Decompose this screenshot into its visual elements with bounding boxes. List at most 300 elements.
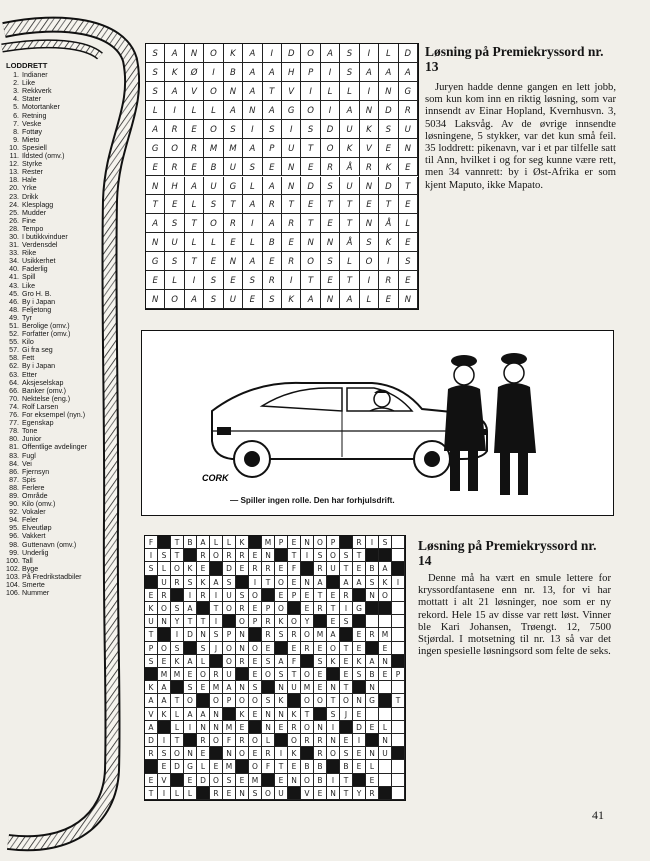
clue-text: Fjernsyn bbox=[22, 467, 50, 476]
clue-text: Tyr bbox=[22, 313, 32, 322]
grid-cell bbox=[399, 233, 418, 252]
grid-cell: O bbox=[275, 602, 288, 615]
grid-letter: I bbox=[192, 276, 196, 287]
grid-cell: E bbox=[353, 642, 366, 655]
grid-letter: A bbox=[230, 105, 236, 116]
grid-letter: N bbox=[326, 238, 334, 249]
grid-cell: M bbox=[249, 774, 262, 787]
grid-letter: E bbox=[230, 276, 236, 287]
grid-black-cell bbox=[145, 576, 158, 589]
grid-black-cell bbox=[249, 721, 262, 734]
grid-cell: E bbox=[249, 708, 262, 721]
clue-down-item bbox=[6, 589, 118, 597]
grid-letter: R bbox=[268, 200, 275, 211]
grid-cell: N bbox=[353, 694, 366, 707]
clue-down-item bbox=[6, 403, 118, 411]
grid-black-cell bbox=[184, 642, 197, 655]
grid-letter: I bbox=[387, 257, 390, 268]
grid-cell: B bbox=[366, 668, 379, 681]
grid-letter: T bbox=[385, 200, 391, 211]
grid-letter: G bbox=[229, 181, 237, 192]
grid-letter: L bbox=[249, 181, 255, 192]
grid-letter: L bbox=[385, 49, 391, 59]
grid-cell: E bbox=[353, 760, 366, 773]
grid-cell: E bbox=[275, 562, 288, 575]
grid-letter: S bbox=[346, 67, 353, 78]
clue-down-item bbox=[6, 371, 118, 379]
clue-number: 33. bbox=[9, 249, 19, 258]
clue-text: Faderlig bbox=[22, 265, 48, 274]
grid-cell bbox=[282, 290, 301, 309]
grid-letter: A bbox=[268, 105, 275, 116]
grid-cell bbox=[146, 195, 165, 214]
grid-cell bbox=[392, 589, 405, 602]
clue-number: 20. bbox=[9, 184, 19, 193]
grid-cell: U bbox=[288, 681, 301, 694]
grid-cell: I bbox=[275, 747, 288, 760]
clue-text: Fugl bbox=[22, 451, 36, 460]
clue-down-item bbox=[6, 314, 118, 322]
grid-cell bbox=[282, 63, 301, 82]
grid-cell: S bbox=[314, 655, 327, 668]
grid-black-cell bbox=[158, 628, 171, 641]
grid-cell bbox=[392, 681, 405, 694]
grid-cell: E bbox=[366, 774, 379, 787]
grid-letter: T bbox=[346, 200, 353, 211]
grid-cell: S bbox=[249, 681, 262, 694]
grid-cell: N bbox=[275, 708, 288, 721]
grid-cell: E bbox=[223, 787, 236, 800]
grid-cell bbox=[392, 615, 405, 628]
grid-cell: D bbox=[197, 774, 210, 787]
grid-cell bbox=[282, 195, 301, 214]
grid-cell: I bbox=[392, 576, 405, 589]
grid-cell: T bbox=[275, 760, 288, 773]
clue-text: Berolige (omv.) bbox=[22, 322, 70, 330]
grid-cell: T bbox=[145, 628, 158, 641]
grid-letter: T bbox=[308, 143, 314, 154]
grid-black-cell bbox=[197, 694, 210, 707]
grid-cell: E bbox=[327, 615, 340, 628]
grid-letter: N bbox=[404, 295, 411, 306]
grid-letter: I bbox=[270, 49, 274, 59]
grid-letter: K bbox=[385, 162, 392, 173]
grid-cell: A bbox=[184, 602, 197, 615]
grid-cell bbox=[146, 214, 165, 233]
grid-cell bbox=[399, 214, 418, 233]
grid-letter: A bbox=[327, 49, 333, 59]
grid-cell: B bbox=[340, 760, 353, 773]
clue-text: På Fredrikstadbiler bbox=[22, 572, 82, 581]
grid-black-cell bbox=[392, 747, 405, 760]
clue-down-item bbox=[6, 476, 118, 484]
grid-letter: S bbox=[249, 162, 256, 173]
grid-letter: S bbox=[171, 219, 178, 230]
grid-letter: I bbox=[251, 124, 254, 135]
grid-cell: R bbox=[210, 787, 223, 800]
grid-cell: S bbox=[210, 628, 223, 641]
grid-letter: S bbox=[210, 295, 217, 306]
grid-cell: O bbox=[210, 774, 223, 787]
grid-cell: T bbox=[301, 708, 314, 721]
grid-cell bbox=[243, 214, 262, 233]
clue-number: 86. bbox=[9, 467, 19, 476]
grid-letter: O bbox=[171, 295, 178, 306]
clues-down-list bbox=[6, 62, 118, 597]
grid-black-cell bbox=[158, 721, 171, 734]
grid-cell bbox=[146, 44, 165, 63]
clue-text: Stater bbox=[22, 95, 41, 104]
grid-cell: P bbox=[223, 694, 236, 707]
grid-cell bbox=[224, 290, 243, 309]
grid-cell: S bbox=[171, 642, 184, 655]
grid-cell bbox=[379, 139, 398, 158]
grid-cell: R bbox=[301, 642, 314, 655]
grid-letter: E bbox=[288, 238, 294, 249]
grid-cell: E bbox=[314, 642, 327, 655]
clue-text: Spesiell bbox=[22, 143, 47, 152]
grid-cell: E bbox=[236, 562, 249, 575]
grid-cell: S bbox=[184, 576, 197, 589]
grid-letter: T bbox=[346, 276, 353, 287]
grid-letter: A bbox=[152, 124, 159, 135]
grid-letter: D bbox=[385, 105, 392, 116]
grid-letter: I bbox=[289, 124, 293, 135]
cartoon-panel bbox=[141, 330, 614, 516]
grid-cell: O bbox=[158, 602, 171, 615]
grid-letter: D bbox=[307, 181, 314, 192]
grid-cell: R bbox=[197, 734, 210, 747]
grid-cell bbox=[379, 615, 392, 628]
clue-number: 94. bbox=[9, 516, 19, 525]
clue-number: 63. bbox=[9, 370, 19, 379]
grid-cell: O bbox=[249, 694, 262, 707]
grid-letter: R bbox=[404, 105, 411, 116]
clue-number: 74. bbox=[9, 402, 19, 411]
grid-letter: I bbox=[328, 105, 332, 116]
grid-cell: N bbox=[262, 721, 275, 734]
clue-down-item bbox=[6, 128, 118, 136]
grid-cell: N bbox=[236, 787, 249, 800]
grid-cell bbox=[399, 290, 418, 309]
grid-cell: A bbox=[158, 681, 171, 694]
clue-number: 102. bbox=[6, 564, 20, 573]
grid-cell: R bbox=[210, 668, 223, 681]
grid-cell: L bbox=[171, 787, 184, 800]
clue-number: 64. bbox=[9, 378, 19, 387]
clue-text: Fine bbox=[22, 216, 36, 225]
grid-cell bbox=[392, 787, 405, 800]
grid-cell: O bbox=[301, 694, 314, 707]
grid-letter: R bbox=[288, 257, 295, 268]
grid-letter: U bbox=[346, 124, 353, 135]
grid-cell bbox=[224, 233, 243, 252]
grid-cell: R bbox=[223, 549, 236, 562]
clue-down-item bbox=[6, 233, 118, 241]
grid-letter: A bbox=[268, 219, 275, 230]
clue-text: Fottøy bbox=[22, 127, 43, 136]
grid-black-cell bbox=[210, 747, 223, 760]
grid-cell bbox=[360, 101, 379, 120]
grid-cell: O bbox=[275, 576, 288, 589]
grid-letter: H bbox=[288, 67, 295, 78]
grid-letter: O bbox=[307, 49, 314, 59]
grid-letter: U bbox=[171, 238, 178, 249]
clue-down-item bbox=[6, 581, 118, 589]
grid-letter: E bbox=[249, 295, 256, 306]
grid-cell bbox=[392, 628, 405, 641]
clue-text: Tall bbox=[22, 556, 33, 565]
grid-letter: R bbox=[365, 162, 372, 173]
grid-cell: E bbox=[340, 734, 353, 747]
grid-cell bbox=[360, 290, 379, 309]
clue-number: 7. bbox=[13, 119, 19, 128]
clue-number: 80. bbox=[9, 435, 19, 444]
grid-letter: G bbox=[404, 86, 412, 97]
grid-black-cell bbox=[340, 628, 353, 641]
grid-cell bbox=[204, 82, 223, 101]
grid-cell bbox=[399, 177, 418, 196]
grid-cell: N bbox=[379, 655, 392, 668]
grid-cell bbox=[185, 82, 204, 101]
grid-cell: T bbox=[353, 549, 366, 562]
grid-cell: N bbox=[236, 681, 249, 694]
grid-letter: E bbox=[385, 295, 392, 306]
grid-cell: I bbox=[145, 549, 158, 562]
grid-black-cell bbox=[366, 602, 379, 615]
grid-letter: A bbox=[346, 105, 353, 116]
clue-text: Byge bbox=[22, 564, 39, 573]
grid-cell: L bbox=[184, 787, 197, 800]
grid-cell bbox=[165, 120, 184, 139]
grid-cell bbox=[282, 101, 301, 120]
clue-down-item bbox=[6, 379, 118, 387]
grid-cell: A bbox=[353, 576, 366, 589]
clue-text: Drikk bbox=[22, 192, 39, 201]
grid-cell bbox=[185, 290, 204, 309]
grid-cell: A bbox=[210, 576, 223, 589]
grid-cell: O bbox=[223, 602, 236, 615]
grid-letter: T bbox=[308, 219, 314, 230]
grid-black-cell bbox=[184, 549, 197, 562]
clue-text: Kilo bbox=[22, 338, 34, 347]
grid-cell bbox=[243, 101, 262, 120]
grid-cell bbox=[243, 139, 262, 158]
clue-number: 104. bbox=[6, 581, 20, 589]
grid-cell bbox=[224, 63, 243, 82]
grid-cell: U bbox=[223, 668, 236, 681]
grid-letter: L bbox=[191, 105, 197, 116]
clue-down-item bbox=[6, 168, 118, 176]
grid-cell bbox=[282, 252, 301, 271]
grid-cell: R bbox=[366, 787, 379, 800]
grid-letter: N bbox=[152, 238, 159, 249]
page-number: 41 bbox=[592, 808, 604, 822]
grid-cell bbox=[185, 44, 204, 63]
clue-text: Kilo (omv.) bbox=[22, 500, 56, 509]
clue-text: Område bbox=[22, 491, 48, 500]
clue-number: 95. bbox=[9, 524, 19, 533]
grid-letter: Å bbox=[346, 238, 353, 249]
clue-down-item bbox=[6, 95, 118, 103]
grid-cell bbox=[282, 233, 301, 252]
grid-cell bbox=[263, 195, 282, 214]
grid-cell bbox=[243, 177, 262, 196]
grid-cell: S bbox=[197, 642, 210, 655]
grid-letter: K bbox=[385, 238, 392, 249]
grid-letter: L bbox=[191, 200, 197, 211]
clue-down-item bbox=[6, 71, 118, 79]
grid-cell: G bbox=[366, 694, 379, 707]
grid-cell bbox=[282, 158, 301, 177]
clue-number: 28. bbox=[9, 224, 19, 233]
clue-text: Junior bbox=[22, 435, 42, 444]
grid-black-cell bbox=[327, 576, 340, 589]
grid-letter: A bbox=[249, 67, 256, 78]
clue-text: Vokaler bbox=[22, 508, 46, 517]
grid-cell bbox=[165, 158, 184, 177]
grid-cell bbox=[263, 252, 282, 271]
grid-cell bbox=[399, 44, 418, 63]
grid-letter: S bbox=[327, 181, 333, 192]
grid-cell bbox=[399, 82, 418, 101]
clue-down-item bbox=[6, 557, 118, 565]
grid-cell: N bbox=[197, 628, 210, 641]
grid-letter: N bbox=[365, 105, 373, 116]
grid-cell bbox=[282, 177, 301, 196]
clue-number: 87. bbox=[9, 475, 19, 484]
grid-cell: O bbox=[210, 734, 223, 747]
grid-letter: K bbox=[366, 124, 372, 135]
grid-black-cell bbox=[171, 681, 184, 694]
grid-cell: O bbox=[184, 694, 197, 707]
clue-number: 30. bbox=[9, 232, 19, 241]
clue-text: Yrke bbox=[22, 184, 37, 193]
grid-letter: V bbox=[191, 86, 197, 97]
clue-number: 55. bbox=[9, 338, 19, 347]
grid-letter: T bbox=[327, 200, 333, 211]
grid-cell: R bbox=[249, 562, 262, 575]
grid-cell: S bbox=[340, 747, 353, 760]
grid-letter: S bbox=[210, 200, 217, 211]
grid-cell: N bbox=[223, 747, 236, 760]
clue-down-item bbox=[6, 387, 118, 395]
clue-text: Hale bbox=[22, 176, 37, 185]
grid-cell bbox=[379, 760, 392, 773]
grid-cell bbox=[379, 252, 398, 271]
grid-cell: D bbox=[353, 721, 366, 734]
grid-cell: I bbox=[366, 536, 379, 549]
grid-letter: R bbox=[171, 162, 178, 173]
grid-black-cell bbox=[275, 549, 288, 562]
grid-cell: E bbox=[249, 655, 262, 668]
grid-letter: N bbox=[385, 86, 392, 97]
clue-down-item bbox=[6, 573, 118, 581]
grid-cell bbox=[146, 139, 165, 158]
grid-letter: N bbox=[365, 181, 373, 192]
grid-cell: P bbox=[249, 615, 262, 628]
grid-cell bbox=[321, 120, 340, 139]
grid-letter: R bbox=[171, 124, 178, 135]
grid-cell bbox=[185, 101, 204, 120]
grid-cell bbox=[185, 271, 204, 290]
grid-cell bbox=[301, 139, 320, 158]
clue-text: Styrke bbox=[22, 160, 43, 169]
grid-letter: N bbox=[288, 181, 295, 192]
grid-black-cell bbox=[301, 562, 314, 575]
grid-cell: T bbox=[171, 694, 184, 707]
clue-number: 24. bbox=[9, 200, 19, 209]
grid-cell: A bbox=[340, 576, 353, 589]
grid-letter: B bbox=[210, 162, 217, 173]
grid-cell bbox=[185, 158, 204, 177]
grid-cell: T bbox=[184, 615, 197, 628]
clue-number: 31. bbox=[9, 241, 19, 250]
clue-number: 58. bbox=[9, 354, 19, 363]
grid-letter: T bbox=[191, 257, 197, 268]
grid-cell: O bbox=[327, 747, 340, 760]
grid-cell: I bbox=[327, 721, 340, 734]
clue-text: Motortanker bbox=[22, 103, 60, 112]
grid-black-cell bbox=[223, 615, 236, 628]
grid-cell: O bbox=[171, 562, 184, 575]
grid-cell bbox=[321, 252, 340, 271]
grid-cell bbox=[185, 252, 204, 271]
grid-cell: R bbox=[314, 602, 327, 615]
grid-black-cell bbox=[301, 747, 314, 760]
clue-number: 78. bbox=[9, 427, 19, 436]
grid-cell bbox=[366, 615, 379, 628]
clue-number: 4. bbox=[13, 95, 19, 104]
grid-cell bbox=[282, 139, 301, 158]
grid-cell: V bbox=[301, 787, 314, 800]
grid-cell bbox=[399, 158, 418, 177]
grid-cell: O bbox=[236, 615, 249, 628]
grid-cell bbox=[165, 233, 184, 252]
clue-down-item bbox=[6, 508, 118, 516]
grid-letter: I bbox=[367, 276, 371, 287]
grid-cell bbox=[165, 214, 184, 233]
grid-cell: P bbox=[223, 628, 236, 641]
clue-number: 99. bbox=[9, 548, 19, 557]
grid-cell: R bbox=[340, 589, 353, 602]
clue-text: Mieto bbox=[22, 135, 40, 144]
grid-letter: E bbox=[307, 200, 314, 211]
grid-cell: O bbox=[236, 694, 249, 707]
clue-down-item bbox=[6, 193, 118, 201]
grid-cell: T bbox=[314, 589, 327, 602]
grid-letter: T bbox=[288, 200, 294, 211]
clue-number: 62. bbox=[9, 362, 19, 371]
clue-down-item bbox=[6, 322, 118, 330]
grid-cell: E bbox=[353, 747, 366, 760]
grid-cell: S bbox=[353, 668, 366, 681]
grid-cell: N bbox=[236, 642, 249, 655]
grid-letter: E bbox=[405, 276, 411, 287]
clue-number: 23. bbox=[9, 192, 19, 201]
grid-cell bbox=[392, 760, 405, 773]
grid-black-cell bbox=[366, 734, 379, 747]
grid-letter: N bbox=[190, 49, 198, 59]
crossword-solution-grid-13 bbox=[145, 43, 419, 310]
clue-down-item bbox=[6, 144, 118, 152]
grid-cell bbox=[301, 233, 320, 252]
clues-down-heading: LODDRETT bbox=[6, 61, 48, 70]
grid-cell: N bbox=[210, 721, 223, 734]
grid-cell bbox=[399, 120, 418, 139]
grid-cell: L bbox=[379, 721, 392, 734]
grid-cell: M bbox=[210, 681, 223, 694]
